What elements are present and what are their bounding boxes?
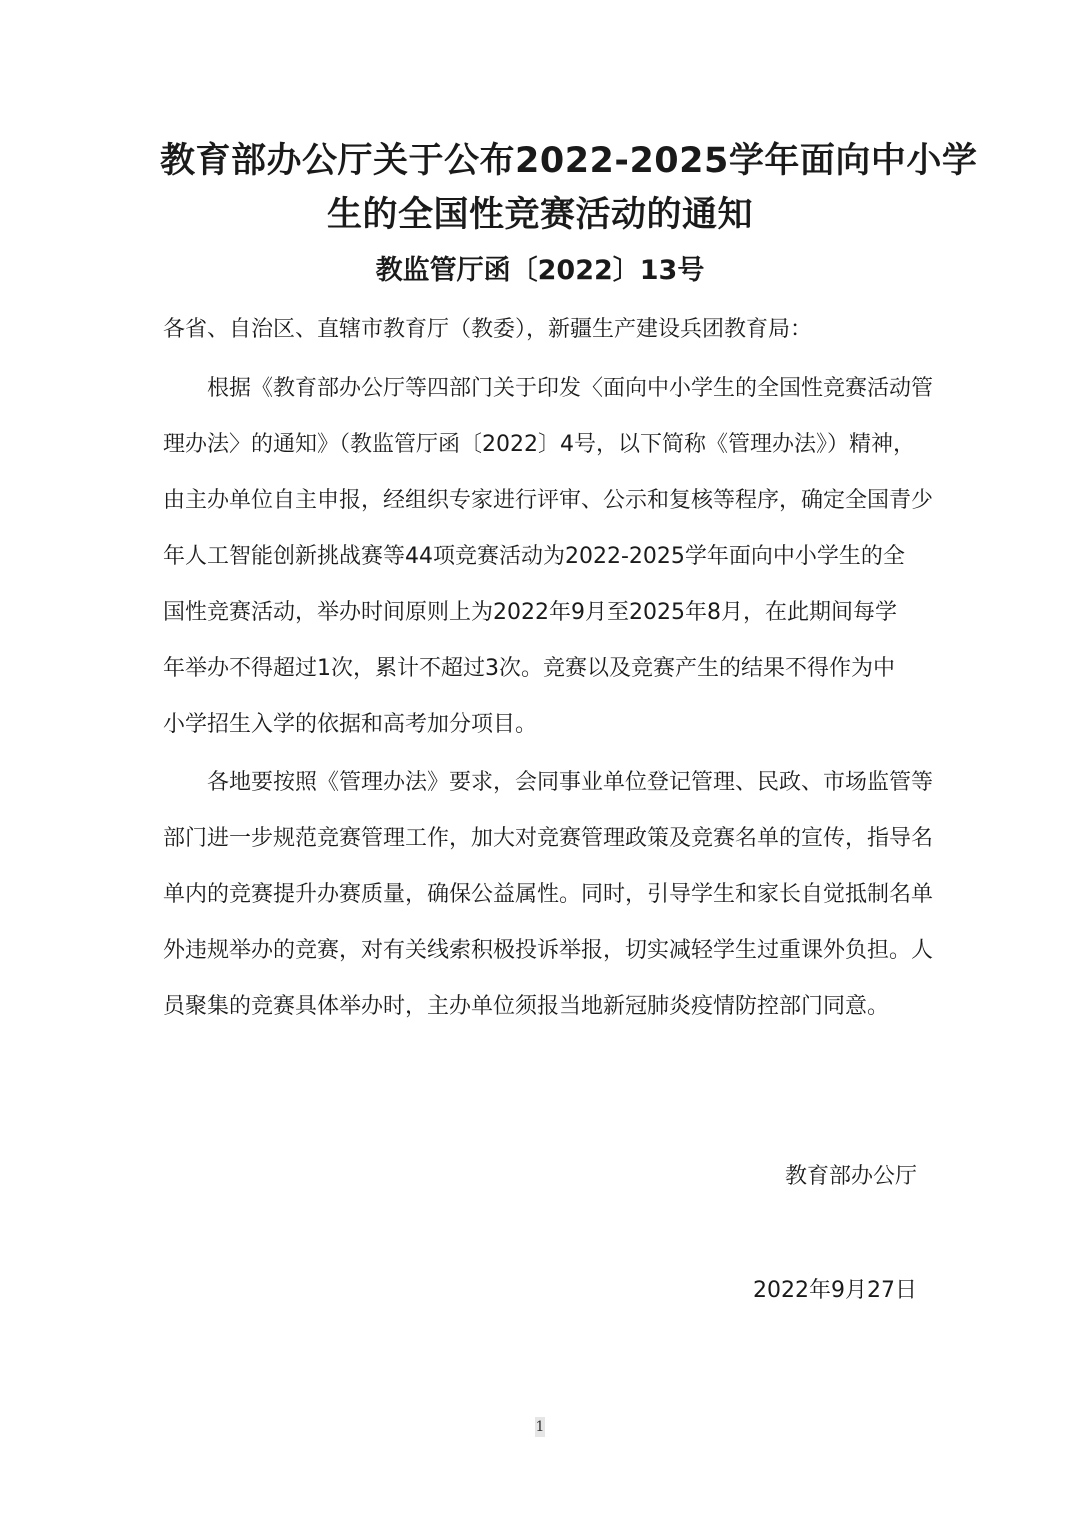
document-title-line-1: 教育部办公厅关于公布2022-2025学年面向中小学	[160, 141, 978, 181]
salutation: 各省、自治区、直辖市教育厅（教委），新疆生产建设兵团教育局：	[163, 317, 813, 342]
document-number: 教监管厅函〔2022〕13号	[375, 255, 705, 286]
paragraph-1-line: 年举办不得超过1次，累计不超过3次。竞赛以及竞赛产生的结果不得作为中	[163, 656, 895, 681]
issuer-signature: 教育部办公厅	[784, 1164, 917, 1189]
page-number: 1	[535, 1419, 545, 1435]
document-title-line-2: 生的全国性竞赛活动的通知	[326, 195, 753, 235]
paragraph-1-line: 年人工智能创新挑战赛等44项竞赛活动为2022-2025学年面向中小学生的全	[163, 544, 905, 569]
paragraph-2-line: 部门进一步规范竞赛管理工作，加大对竞赛管理政策及竞赛名单的宣传，指导名	[163, 826, 934, 851]
paragraph-2-line: 员聚集的竞赛具体举办时，主办单位须报当地新冠肺炎疫情防控部门同意。	[163, 994, 890, 1019]
paragraph-2-line: 单内的竞赛提升办赛质量，确保公益属性。同时，引导学生和家长自觉抵制名单	[163, 882, 934, 907]
paragraph-1-line: 根据《教育部办公厅等四部门关于印发〈面向中小学生的全国性竞赛活动管	[207, 376, 934, 401]
paragraph-2-line: 各地要按照《管理办法》要求，会同事业单位登记管理、民政、市场监管等	[207, 770, 934, 795]
issue-date: 2022年9月27日	[753, 1278, 917, 1303]
paragraph-1-line: 由主办单位自主申报，经组织专家进行评审、公示和复核等程序，确定全国青少	[163, 488, 934, 513]
paragraph-1-line: 理办法〉的通知》（教监管厅函〔2022〕4号，以下简称《管理办法》）精神，	[163, 432, 915, 457]
paragraph-1-line: 国性竞赛活动，举办时间原则上为2022年9月至2025年8月，在此期间每学	[163, 600, 897, 625]
paragraph-2-line: 外违规举办的竞赛，对有关线索积极投诉举报，切实减轻学生过重课外负担。人	[163, 938, 934, 963]
paragraph-1-line: 小学招生入学的依据和高考加分项目。	[163, 712, 538, 737]
